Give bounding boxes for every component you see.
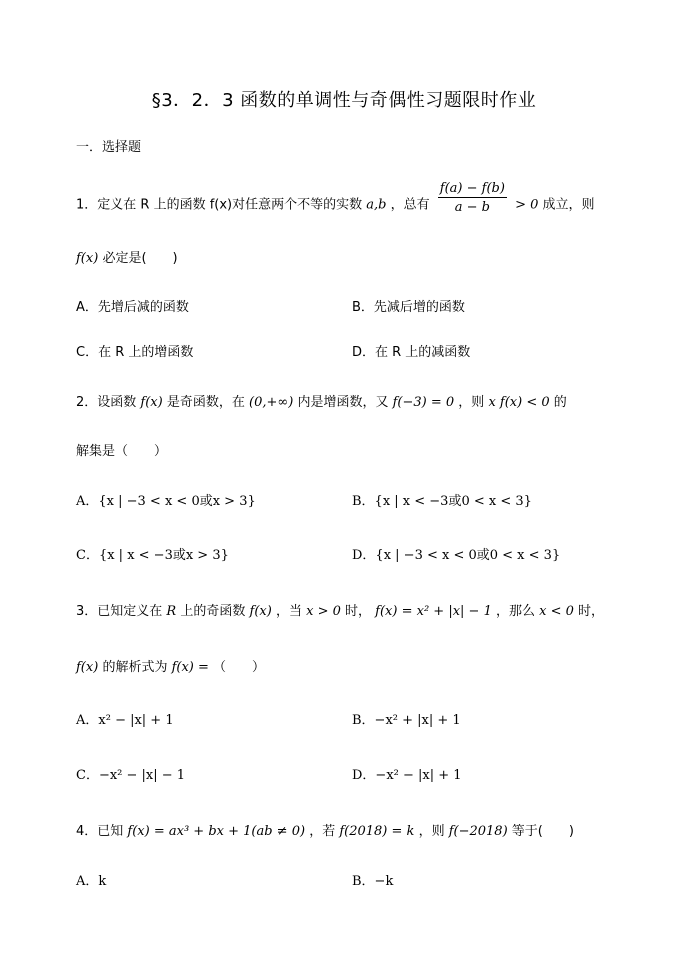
question-1-line-2 [76, 252, 178, 265]
q1-option-d: D．在 R 上的减函数 [352, 345, 471, 360]
q1-option-c: C．在 R 上的增函数 [76, 345, 194, 360]
q1-fraction-denominator: a − b [454, 200, 490, 215]
q3-text-a: 3．已知定义在 [76, 604, 163, 619]
q1-gt-zero: > 0 [515, 197, 539, 213]
question-2-line-2: 解集是（ ） [76, 444, 168, 459]
q2-interval: (0,+∞) [249, 395, 294, 410]
q3-text-e: ，那么 [495, 604, 535, 619]
q1-text-a: 1．定义在 R 上的函数 f(x)对任意两个不等的实数 [76, 197, 363, 213]
q4-option-b: B．−k [352, 874, 394, 889]
q3-text-d: 时， [345, 604, 372, 619]
q1-var-ab: a,b [366, 197, 387, 213]
q1-text-b: ，总有 [390, 197, 430, 213]
q1-option-a: A．先增后减的函数 [76, 300, 189, 315]
q3-line2-fx: f(x) [76, 660, 99, 675]
q1-text-c: 成立，则 [542, 197, 595, 213]
section-heading: 一．选择题 [76, 140, 142, 155]
q4-text-b: ，若 [309, 824, 336, 839]
q3-text-c: ，当 [275, 604, 302, 619]
q4-ask: f(−2018) [448, 824, 508, 839]
q3-option-b: B．−x² + |x| + 1 [352, 713, 461, 728]
q3-line2-tail: （ ） [213, 660, 266, 675]
q3-option-a: A．x² − |x| + 1 [76, 713, 174, 728]
q4-expression: f(x) = ax³ + bx + 1(ab ≠ 0) [127, 824, 306, 839]
q4-condition: f(2018) = k [339, 824, 415, 839]
question-2-line-1 [76, 396, 567, 409]
q2-option-a: A．{x | −3 < x < 0或x > 3} [76, 494, 256, 509]
q1-fx: f(x) [76, 251, 99, 266]
q2-f-minus-3: f(−3) = 0 [392, 395, 455, 410]
q3-fx: f(x) [249, 604, 272, 619]
q2-inequality: x f(x) < 0 [488, 395, 550, 410]
q3-line2-fx-eq: f(x) = [171, 660, 209, 675]
q3-text-b: 上的奇函数 [180, 604, 246, 619]
q1-fraction [438, 182, 507, 214]
q1-fraction-numerator: f(a) − f(b) [439, 181, 505, 196]
q2-text-c: 内是增函数，又 [297, 395, 389, 410]
q2-text-e: 的 [553, 395, 567, 410]
q3-expression: f(x) = x² + |x| − 1 [375, 604, 492, 619]
q3-text-f: 时， [578, 604, 605, 619]
q2-option-d: D．{x | −3 < x < 0或0 < x < 3} [352, 548, 561, 563]
q2-option-b: B．{x | x < −3或0 < x < 3} [352, 494, 532, 509]
question-1-line-1 [76, 181, 595, 215]
question-4-line-1 [76, 825, 574, 838]
q2-text-d: ，则 [458, 395, 485, 410]
q4-option-a: A．k [76, 874, 107, 889]
question-3-line-2 [76, 661, 265, 674]
q3-R: R [166, 604, 177, 619]
q2-text-b: 是奇函数，在 [166, 395, 245, 410]
q1-line2-text: 必定是( ) [102, 251, 178, 266]
q3-option-d: D．−x² − |x| + 1 [352, 768, 462, 783]
q4-text-a: 4．已知 [76, 824, 124, 839]
q3-option-c: C．−x² − |x| − 1 [76, 768, 186, 783]
q3-line2-text: 的解析式为 [102, 660, 168, 675]
question-3-line-1 [76, 605, 604, 618]
q3-cond: x > 0 [306, 604, 341, 619]
q2-text-a: 2．设函数 [76, 395, 137, 410]
q2-option-c: C．{x | x < −3或x > 3} [76, 548, 229, 563]
page-title: §3．2．3 函数的单调性与奇偶性习题限时作业 [151, 90, 537, 111]
q1-option-b: B．先减后增的函数 [352, 300, 465, 315]
q4-text-c: ，则 [418, 824, 445, 839]
q2-fx: f(x) [140, 395, 163, 410]
q3-cond2: x < 0 [539, 604, 574, 619]
q4-text-d: 等于( ) [511, 824, 574, 839]
